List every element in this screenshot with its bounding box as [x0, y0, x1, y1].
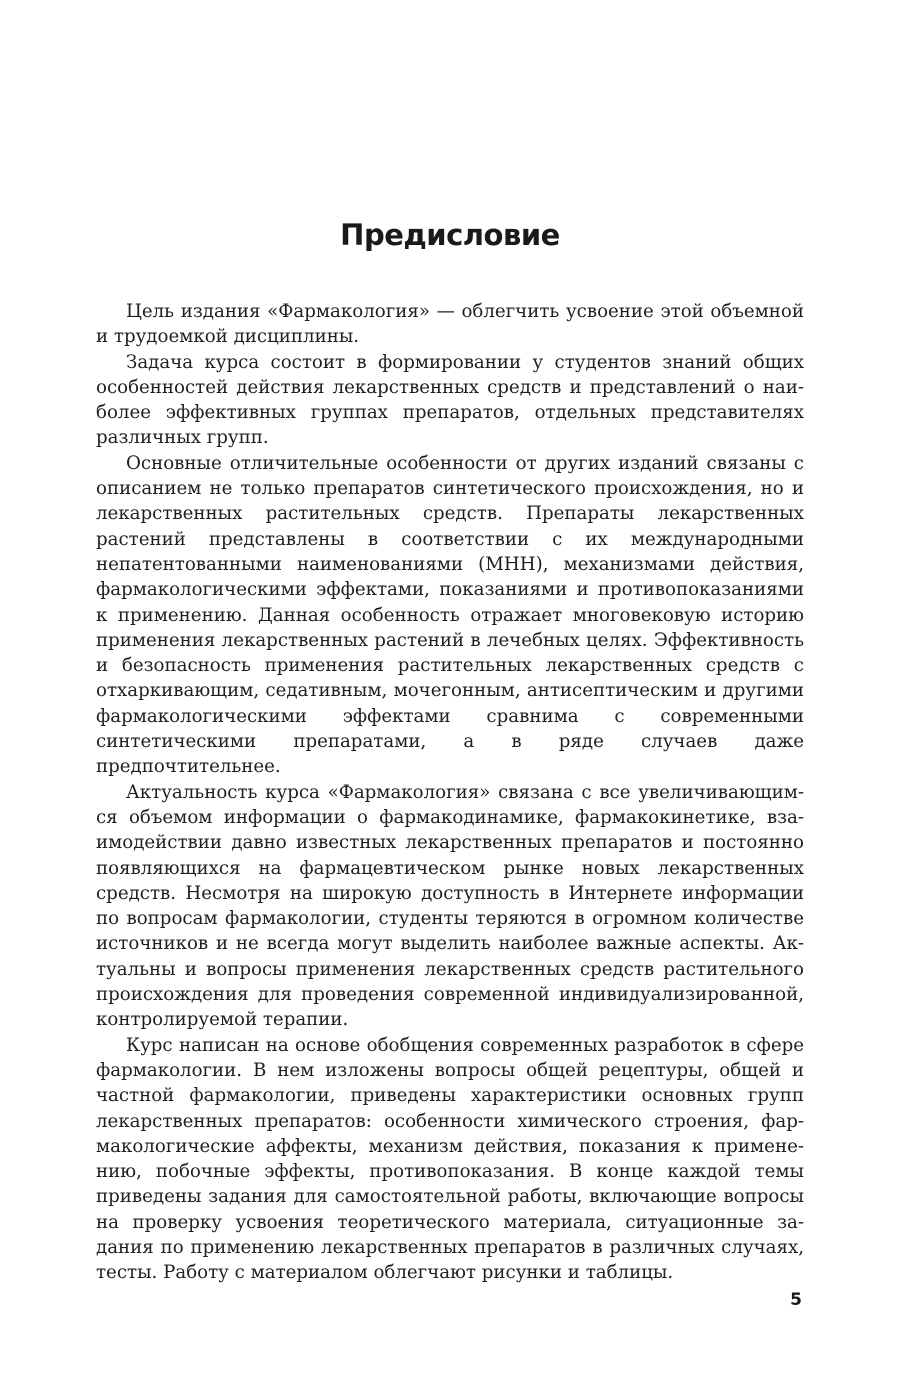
paragraph-5: Курс написан на основе обобщения современных разработок в сфере фармакологии. В нем изложены вопросы общей рецептуры, общей и частной фармакологии, приведены характеристики основных групп лекарственных препаратов: особенности химического строения, фармакологические аффекты, механизм действия, показания к применению, побочные эффекты, противопоказания. В конце каждой темы приведены задания для самостоятельной работы, включающие вопросы на проверку усвоения теоретического материала, ситуационные задания по применению лекарственных препаратов в различных случаях, тесты. Работу с материалом облегчают рисунки и таблицы. [96, 1034, 804, 1284]
page-title: Предисловие [340, 218, 560, 252]
paragraph-1: Цель издания «Фармакология» — облегчить усвоение этой объемной и трудоемкой дисциплины. [96, 301, 804, 348]
preface-body [96, 299, 804, 1286]
page-number: 5 [790, 1290, 802, 1310]
paragraph-2: Задача курса состоит в формировании у студентов знаний общих особенностей действия лекарственных средств и представлений о наиболее эффективных группах препаратов, отдельных представителях различных групп. [96, 351, 804, 449]
paragraph-3: Основные отличительные особенности от других изданий связаны с описанием не только препаратов синтетического происхождения, но и лекарственных растительных средств. Препараты лекарственных растений представлены в соответствии с их международными непатентованными наименованиями (МНН), механизмами действия, фармакологическими эффектами, показаниями и противопоказаниями к применению. Данная особенность отражает многовековую историю применения лекарственных растений в лечебных целях. Эффективность и безопасность применения растительных лекарственных средств с отхаркивающим, седативным, мочегонным, антисептическим и другими фармакологическими эффектами сравнима с современными синтетическими препаратами, а в ряде случаев даже предпочтительнее. [96, 452, 804, 778]
paragraph-4: Актуальность курса «Фармакология» связана с все увеличивающимся объемом информации о фармакодинамике, фармакокинетике, взаимодействии давно известных лекарственных препаратов и постоянно появляющихся на фармацевтическом рынке новых лекарственных средств. Несмотря на широкую доступность в Интернете информации по вопросам фармакологии, студенты теряются в огромном количестве источников и не всегда могут выделить наиболее важные аспекты. Актуальны и вопросы применения лекарственных средств растительного происхождения для проведения современной индивидуализированной, контролируемой терапии. [96, 781, 804, 1031]
